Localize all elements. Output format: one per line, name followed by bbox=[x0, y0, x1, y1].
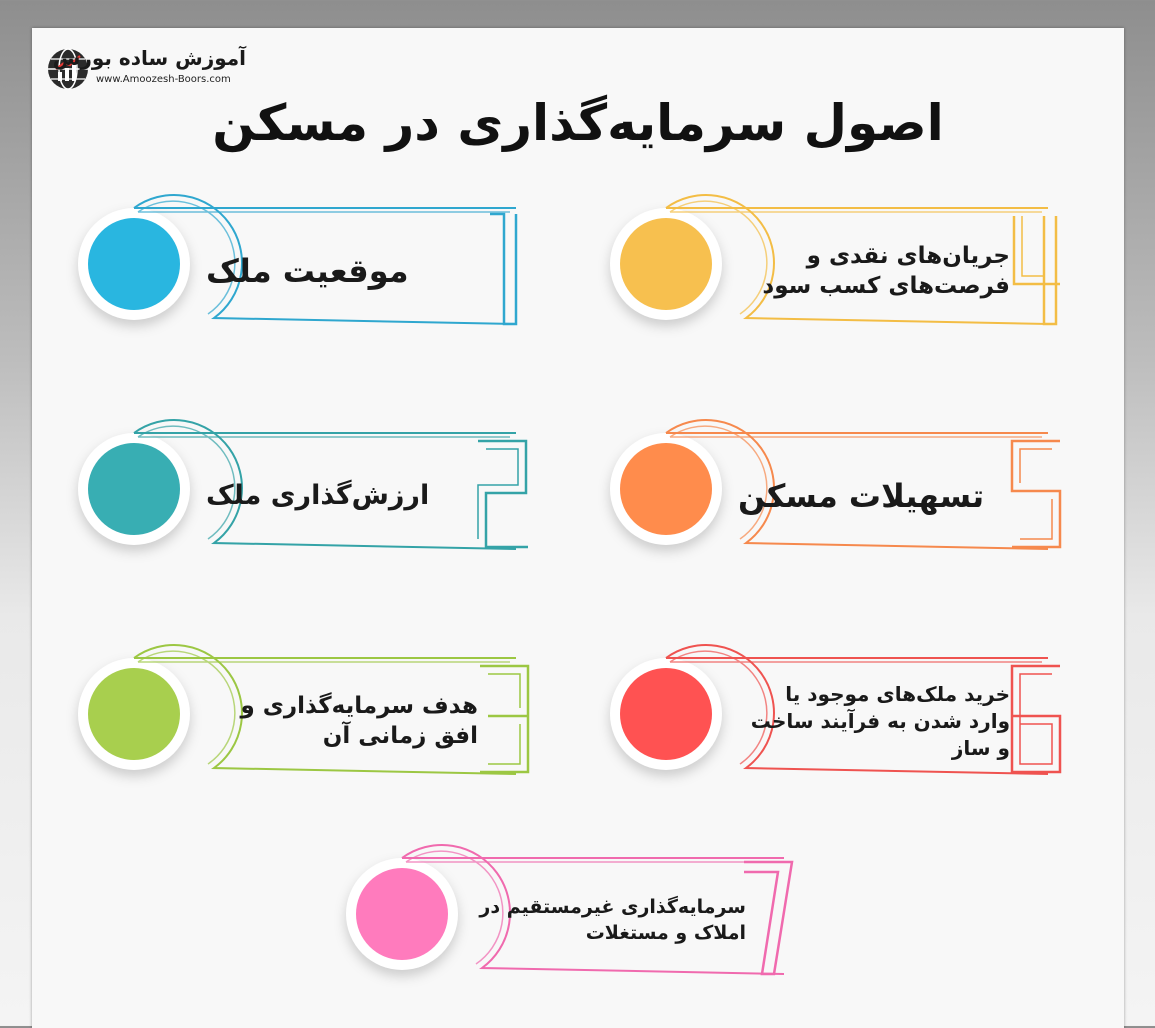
number-glyph bbox=[1012, 441, 1060, 547]
principle-card-4 bbox=[608, 206, 1068, 336]
page-title: اصول سرمایه‌گذاری در مسکن bbox=[212, 94, 944, 152]
number-glyph bbox=[480, 666, 528, 772]
number-glyph bbox=[490, 214, 516, 324]
principle-card-6 bbox=[608, 656, 1068, 786]
principle-card-7 bbox=[344, 856, 804, 986]
bullet-circle bbox=[620, 218, 712, 310]
number-glyph bbox=[478, 441, 528, 547]
number-glyph bbox=[1012, 666, 1060, 772]
number-glyph bbox=[744, 862, 792, 974]
principle-label: سرمایه‌گذاری غیرمستقیم در املاک و مستغلات bbox=[479, 896, 746, 944]
principle-label: موقعیت ملک bbox=[206, 252, 409, 290]
bullet-circle bbox=[88, 218, 180, 310]
number-glyph bbox=[1014, 216, 1060, 324]
bullet-circle bbox=[88, 443, 180, 535]
bullet-circle bbox=[620, 443, 712, 535]
principle-label: خرید ملک‌های موجود یا وارد شدن به فرآیند ساخت و ساز bbox=[750, 681, 1010, 760]
principle-card-1 bbox=[76, 206, 536, 336]
brand-logo[interactable] bbox=[46, 44, 246, 96]
principle-card-2 bbox=[76, 431, 536, 561]
bullet-circle bbox=[88, 668, 180, 760]
principle-label: تسهیلات مسکن bbox=[738, 477, 985, 515]
principle-card-5 bbox=[608, 431, 1068, 561]
infographic-card bbox=[32, 28, 1124, 1028]
brand-name: آموزش ساده بورس bbox=[52, 46, 246, 70]
principle-card-3 bbox=[76, 656, 536, 786]
principle-label: هدف سرمایه‌گذاری و افق زمانی آن bbox=[240, 692, 478, 749]
principle-label: جریان‌های نقدی و فرصت‌های کسب سود bbox=[762, 242, 1010, 299]
bullet-circle bbox=[620, 668, 712, 760]
brand-url: www.Amoozesh-Boors.com bbox=[96, 74, 231, 85]
principle-label: ارزش‌گذاری ملک bbox=[206, 480, 430, 512]
bullet-circle bbox=[356, 868, 448, 960]
